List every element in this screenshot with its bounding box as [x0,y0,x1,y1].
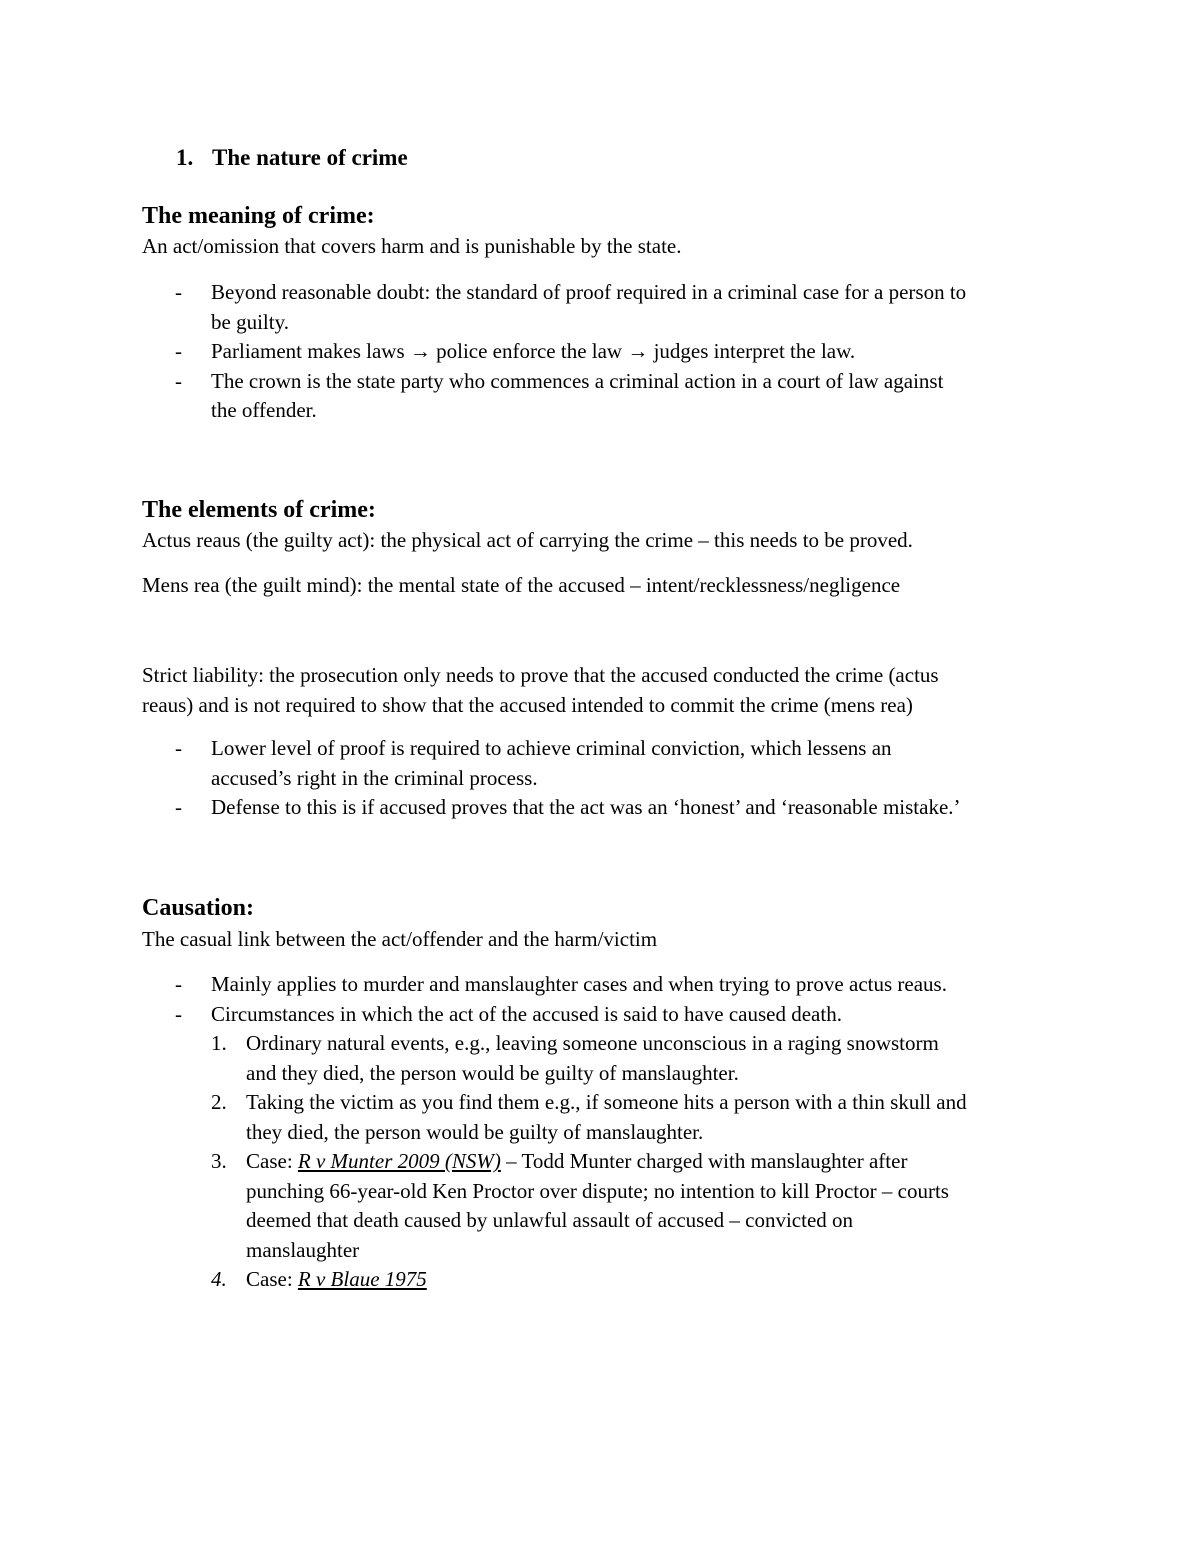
case-link-blaue[interactable]: R v Blaue 1975 [297,1267,427,1291]
list-item: - Defense to this is if accused proves that the act was an ‘honest’ and ‘reasonable mistake.’ [142,793,1072,823]
list-item: 1. Ordinary natural events, e.g., leaving someone unconscious in a raging snowstorm and they died, the person would be guilty of manslaughter. [211,1031,939,1085]
dash-marker: - [175,736,182,760]
list-item: 3. Case: R v Munter 2009 (NSW) – Todd Munter charged with manslaughter after punching 66-year-old Ken Proctor over dispute; no intention to kill Proctor – courts deemed that death caused by unlawful assault of accused – convicted on manslaughter [211,1149,949,1262]
list-item: - Circumstances in which the act of the accused is said to have caused death. 1. Ordinary natural events, e.g., leaving someone unconscious in a raging snowstorm and they died, the person would be guilty of manslaughter. 2. Taking the victim as you find them e.g., if someone hits a person with a thin skull and they died, the person would be guilty of manslaughter. 3. Case: R v Munter 2009 (NSW) – Todd Munter charged with manslaughter after punching 66-year-old Ken Proctor over dispute; no intention to kill Proctor – courts deemed that death caused by unlawful assault of accused – convicted on manslaughter 4. Case: R v Blaue 1975 [142,1000,1072,1295]
list-item: - Parliament makes laws → police enforce the law → judges interpret the law. [142,337,1072,367]
list-item: 2. Taking the victim as you find them e.g., if someone hits a person with a thin skull and they died, the person would be guilty of manslaughter. [211,1090,967,1144]
section-number: 1. [176,145,194,170]
dash-marker: - [175,972,182,996]
section-title [142,143,408,173]
strict-liability-bullet-list [142,734,1072,823]
dash-marker: - [175,1001,182,1026]
elements-heading: The elements of crime: [142,497,376,523]
list-item: - Beyond reasonable doubt: the standard of proof required in a criminal case for a person to be guilty. [175,280,967,334]
section-title-text: The nature of crime [212,145,408,170]
dash-marker: - [175,795,182,819]
actus-reus-text: Actus reaus (the guilty act): the physical act of carrying the crime – this needs to be proved. [142,528,913,552]
meaning-definition: An act/omission that covers harm and is punishable by the state. [142,234,682,258]
list-item: - The crown is the state party who commences a criminal action in a court of law against the offender. [175,368,944,422]
dash-marker: - [175,280,182,304]
causation-numbered-list [211,1029,1072,1295]
causation-definition: The casual link between the act/offender and the harm/victim [142,927,658,951]
causation-bullet-list [142,970,1072,1295]
list-item: - Lower level of proof is required to achieve criminal conviction, which lessens an accused’s right in the criminal process. [175,736,892,790]
causation-heading: Causation: [142,895,255,921]
mens-rea-text: Mens rea (the guilt mind): the mental state of the accused – intent/recklessness/negligence [142,573,901,597]
case-link-munter[interactable]: R v Munter 2009 (NSW) [297,1149,501,1173]
strict-liability-text: Strict liability: the prosecution only needs to prove that the accused conducted the crime (actus reaus) and is not required to show that the accused intended to commit the crime (mens rea) [142,663,939,717]
list-item: 4. Case: R v Blaue 1975 [211,1267,427,1291]
list-item: - Mainly applies to murder and manslaughter cases and when trying to prove actus reaus. [142,970,1072,1000]
meaning-bullet-list [142,278,1072,426]
dash-marker: - [175,339,182,363]
dash-marker: - [175,368,182,393]
meaning-heading: The meaning of crime: [142,203,375,229]
